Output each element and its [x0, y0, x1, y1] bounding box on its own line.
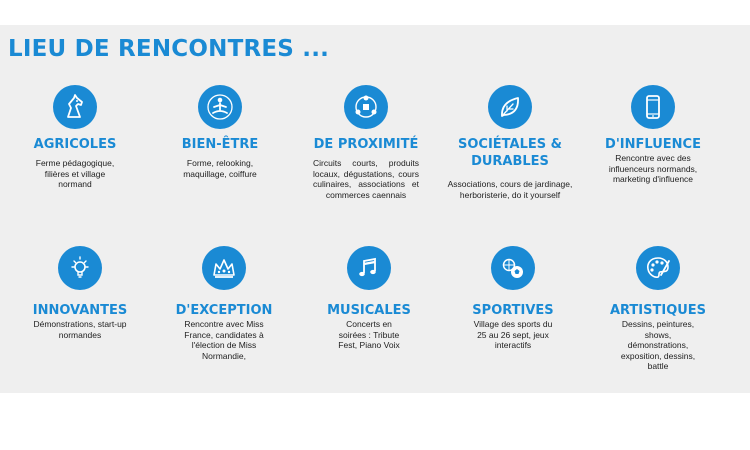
category-heading: DE PROXIMITÉ: [313, 137, 419, 152]
category-description: Circuits courts, produits locaux, dégustations, cours culinaires, associations et commerces caennais: [313, 158, 419, 200]
palette-icon: [636, 246, 680, 290]
leaf-icon: [488, 85, 532, 129]
category-heading: D'EXCEPTION: [175, 303, 273, 318]
sports-balls-icon: [491, 246, 535, 290]
category-heading: ARTISTIQUES: [609, 303, 707, 318]
category-heading: SPORTIVES: [472, 303, 554, 318]
category-description: Rencontre avec Miss France, candidates à l'élection de Miss Normandie,: [184, 319, 264, 361]
category-description: Démonstrations, start-up normandes: [33, 319, 127, 340]
smartphone-icon: [631, 85, 675, 129]
category-heading: AGRICOLES: [33, 137, 117, 152]
page-title: LIEU DE RENCONTRES ...: [8, 36, 330, 62]
category-heading: MUSICALES: [327, 303, 411, 318]
category-description: Forme, relooking, maquillage, coiffure: [183, 158, 257, 179]
crown-icon: [202, 246, 246, 290]
category-description: Concerts en soirées : Tribute Fest, Piano Voix: [338, 319, 400, 350]
music-note-icon: [347, 246, 391, 290]
category-description: Dessins, peintures, shows, démonstrations, exposition, dessins, battle: [620, 319, 696, 371]
category-heading: INNOVANTES: [32, 303, 128, 318]
category-description: Associations, cours de jardinage, herboristerie, do it yourself: [447, 179, 573, 200]
community-icon: [344, 85, 388, 129]
category-description: Ferme pédagogique, filières et village normand: [35, 158, 115, 189]
category-description: Village des sports du 25 au 26 sept, jeux interactifs: [473, 319, 553, 350]
category-description: Rencontre avec des influenceurs normands, marketing d'influence: [608, 153, 698, 184]
category-heading: BIEN-ÊTRE: [181, 137, 259, 152]
category-heading: D'INFLUENCE: [605, 137, 701, 152]
lightbulb-icon: [58, 246, 102, 290]
horse-icon: [53, 85, 97, 129]
meditation-icon: [198, 85, 242, 129]
category-heading: SOCIÉTALES & DURABLES: [458, 137, 562, 169]
